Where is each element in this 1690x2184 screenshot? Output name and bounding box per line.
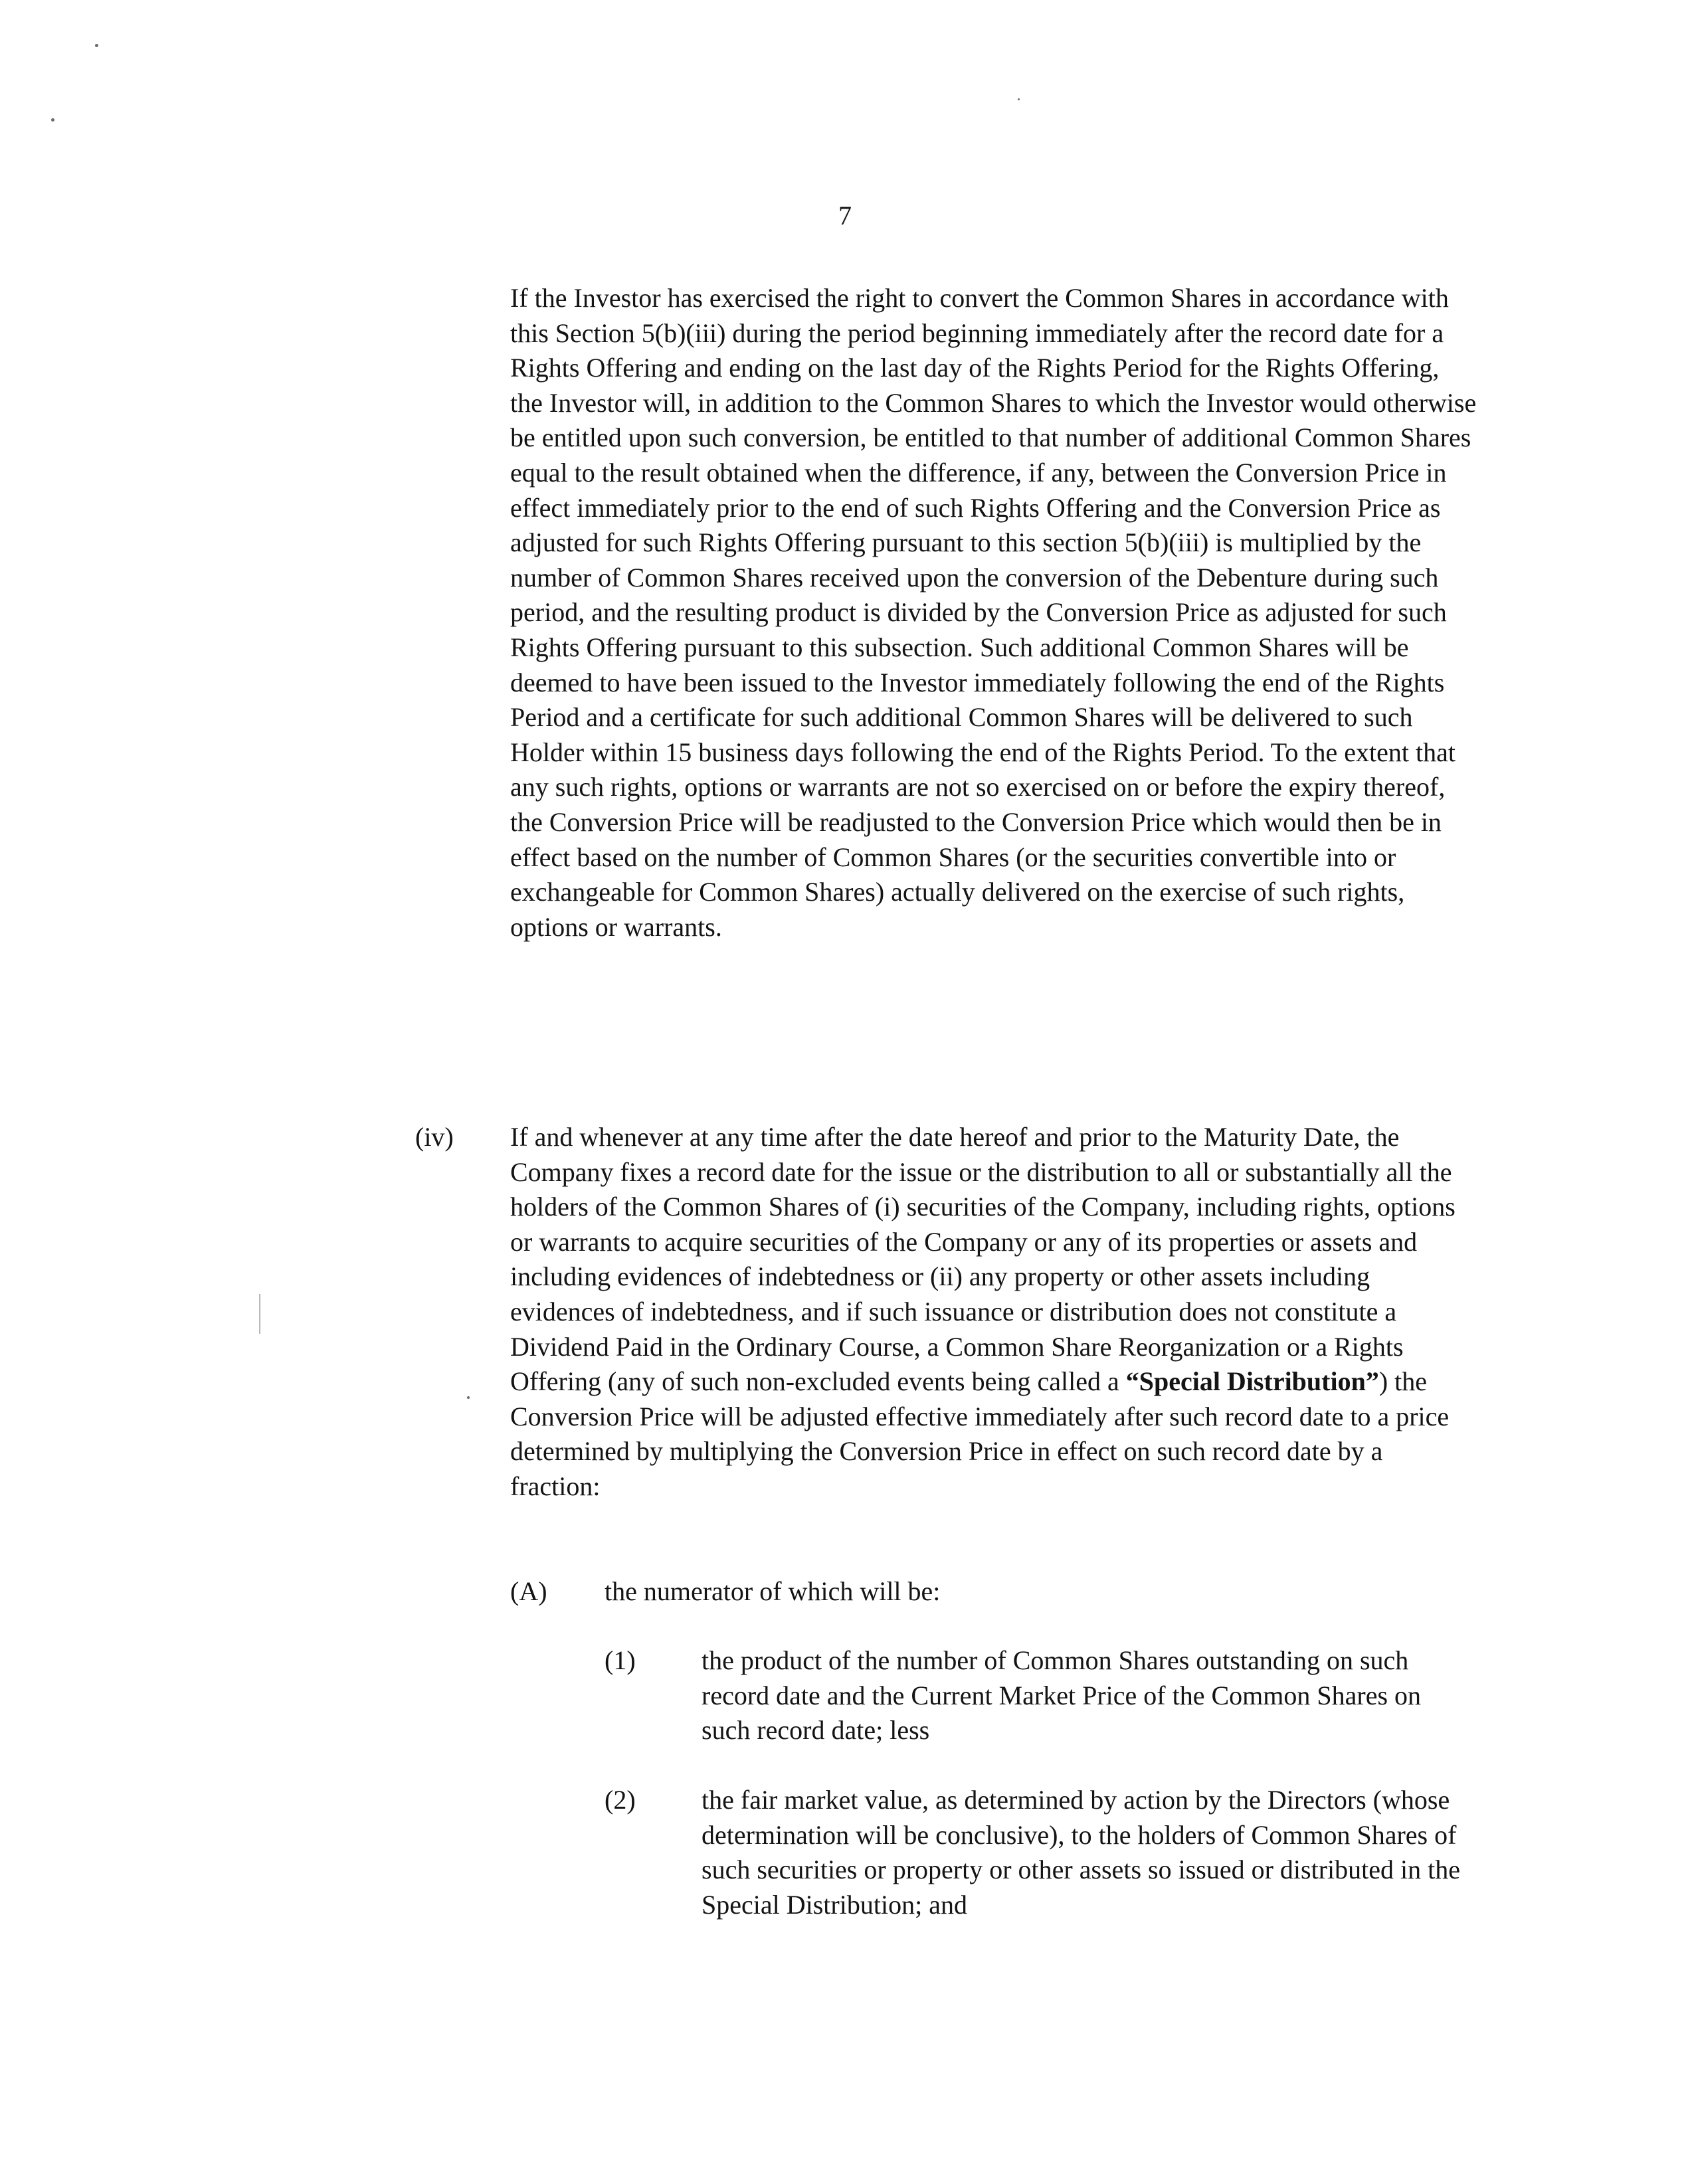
scan-speck bbox=[259, 1294, 260, 1334]
section-iv-label: (iv) bbox=[415, 1122, 454, 1152]
item-a-text: the numerator of which will be: bbox=[605, 1576, 941, 1606]
scan-speck bbox=[1018, 98, 1020, 100]
page-number: 7 bbox=[838, 201, 852, 230]
section-iv-text bbox=[510, 1120, 1473, 1504]
section-iv-paragraph bbox=[510, 1120, 1473, 1504]
scan-speck bbox=[95, 44, 98, 47]
special-distribution-term: “Special Distribution” bbox=[1125, 1366, 1379, 1397]
section-iv-text-after: ) the Conversion Price will be adjusted effective immediately after such record date to a price determined by multiplying the Conversion Price in effect on such record date by a fraction: bbox=[510, 1366, 1450, 1501]
item-2-label: (2) bbox=[605, 1785, 636, 1815]
continuation-paragraph-text: If the Investor has exercised the right to convert the Common Shares in accordance with this Section 5(b)(iii) during the period beginning immediately after the record date for a Rights Offering and ending on the last day of the Rights Period for the Rights Offering, the Investor will, in addition to the Common Shares to which the Investor would otherwise be entitled upon such conversion, be entitled to that number of additional Common Shares equal to the result obtained when the difference, if any, between the Conversion Price in effect immediately prior to the end of such Rights Offering and the Conversion Price as adjusted for such Rights Offering pursuant to this section 5(b)(iii) is multiplied by the number of Common Shares received upon the conversion of the Debenture during such period, and the resulting product is divided by the Conversion Price as adjusted for such Rights Offering pursuant to this subsection. Such additional Common Shares will be deemed to have been issued to the Investor immediately following the end of the Rights Period and a certificate for such additional Common Shares will be delivered to such Holder within 15 business days following the end of the Rights Period. To the extent that any such rights, options or warrants are not so exercised on or before the expiry thereof, the Conversion Price will be readjusted to the Conversion Price which would then be in effect based on the number of Common Shares (or the securities convertible into or exchangeable for Common Shares) actually delivered on the exercise of such rights, options or warrants. bbox=[510, 283, 1477, 942]
item-a-label: (A) bbox=[510, 1576, 547, 1606]
scan-speck bbox=[467, 1396, 470, 1399]
item-1-text: the product of the number of Common Shares outstanding on such record date and the Current Market Price of the Common Shares on such record date; less bbox=[702, 1645, 1422, 1746]
continuation-paragraph bbox=[510, 281, 1477, 945]
item-1-label: (1) bbox=[605, 1645, 636, 1675]
item-2-text: the fair market value, as determined by action by the Directors (whose determination will be conclusive), to the holders of Common Shares of such securities or property or other assets so issued or distributed in the Special Distribution; and bbox=[702, 1785, 1460, 1920]
section-iv-text-before: If and whenever at any time after the date hereof and prior to the Maturity Date, the Company fixes a record date for the issue or the distribution to all or substantially all the holders of the Common Shares of (i) securities of the Company, including rights, options or warrants to acquire securities of the Company or any of its properties or assets and including evidences of indebtedness or (ii) any property or other assets including evidences of indebtedness, and if such issuance or distribution does not constitute a Dividend Paid in the Ordinary Course, a Common Share Reorganization or a Rights Offering (any of such non-excluded events being called a bbox=[510, 1122, 1455, 1397]
scan-speck bbox=[51, 118, 54, 122]
